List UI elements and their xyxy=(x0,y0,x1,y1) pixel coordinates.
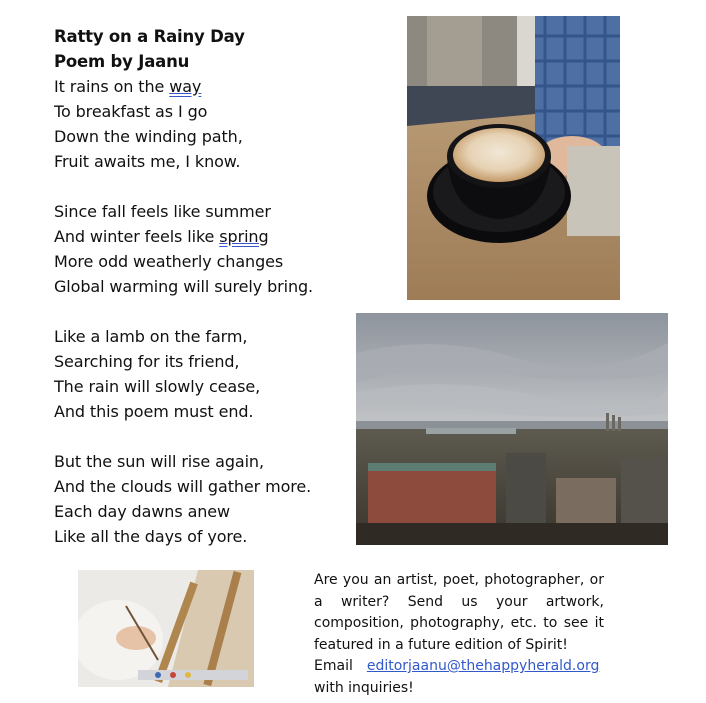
poem-line: The rain will slowly cease, xyxy=(54,377,261,396)
poem-line: Like all the days of yore. xyxy=(54,527,248,546)
city-skyline-photo xyxy=(356,313,668,545)
artist-painting-photo xyxy=(78,570,254,687)
poem-line: Searching for its friend, xyxy=(54,352,240,371)
flagged-word: way xyxy=(169,77,202,96)
poem-line: Each day dawns anew xyxy=(54,502,231,521)
poem-byline: Poem by Jaanu xyxy=(54,52,190,71)
poem-text: And winter feels like xyxy=(54,227,220,246)
email-label: Email xyxy=(314,658,353,674)
poem-line: But the sun will rise again, xyxy=(54,452,264,471)
poem-line: Since fall feels like summer xyxy=(54,202,271,221)
callout-text: Are you an artist, poet, photographer, or a writer? Send us your artwork, composition, photography, etc. to see it featured in a future edition of Spirit! xyxy=(314,572,604,653)
poem-line: To breakfast as I go xyxy=(54,102,208,121)
flagged-word: spring xyxy=(219,227,269,246)
poem-line xyxy=(54,74,354,99)
email-row xyxy=(314,656,604,678)
poem-text: It rains on the xyxy=(54,77,170,96)
coffee-photo xyxy=(407,16,620,300)
poem-line: And this poem must end. xyxy=(54,402,254,421)
poem-line xyxy=(54,224,354,249)
poem-line: Global warming will surely bring. xyxy=(54,277,314,296)
poem-line: Fruit awaits me, I know. xyxy=(54,152,241,171)
poem-line: Like a lamb on the farm, xyxy=(54,327,248,346)
email-link[interactable]: editorjaanu@thehappyherald.org xyxy=(366,658,600,674)
poem-line: More odd weatherly changes xyxy=(54,252,284,271)
callout-tail: with inquiries! xyxy=(314,679,414,696)
poem-title: Ratty on a Rainy Day xyxy=(54,27,245,46)
poem xyxy=(54,24,354,549)
submission-callout xyxy=(314,570,604,699)
poem-line: Down the winding path, xyxy=(54,127,243,146)
poem-line: And the clouds will gather more. xyxy=(54,477,312,496)
